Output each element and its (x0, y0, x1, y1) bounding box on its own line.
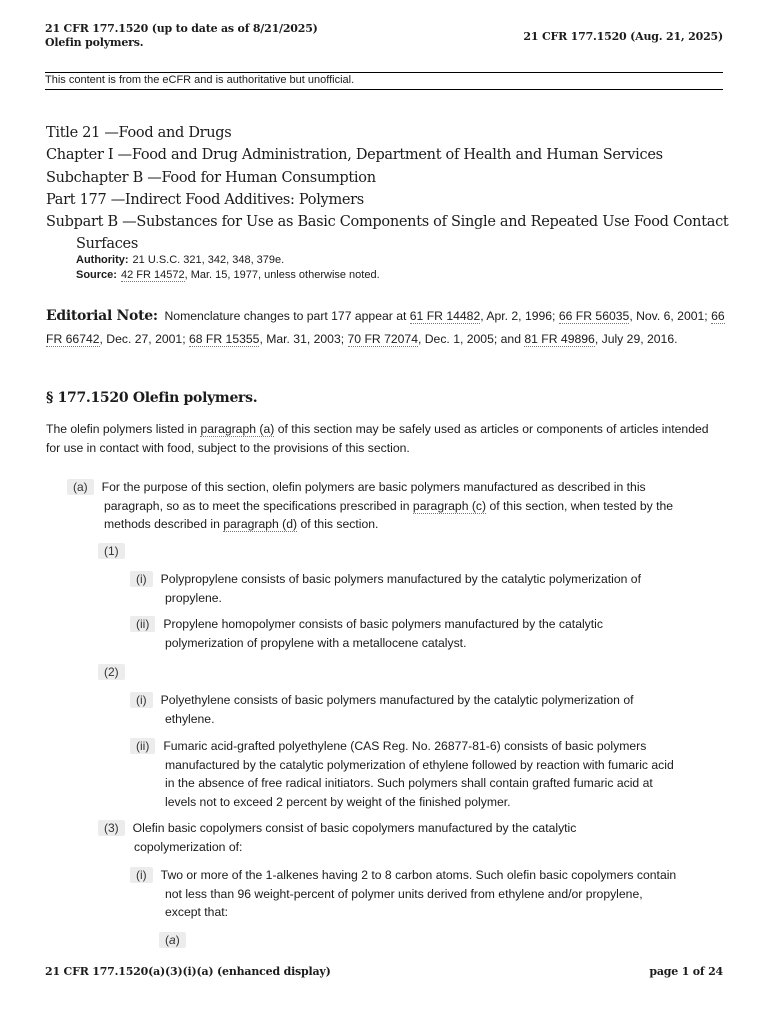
paragraph-text: except that: (165, 905, 229, 919)
paragraph-a-link[interactable]: paragraph (a) (200, 422, 275, 436)
section-title: § 177.1520 Olefin polymers. (46, 390, 258, 406)
editorial-note-label: Editorial Note: (46, 308, 158, 324)
editorial-text: , Nov. 6, 2001; (629, 309, 712, 323)
source-metadata (76, 253, 380, 283)
editorial-text: , Dec. 27, 2001; (99, 331, 189, 346)
paragraph-label: (i) (130, 571, 153, 587)
page-number: page 1 of 24 (649, 965, 723, 978)
paragraph-text: manufactured by the catalytic polymerization of ethylene followed by reaction with fumaric acid (165, 757, 674, 772)
paragraph-d-link[interactable]: paragraph (d) (223, 517, 298, 531)
paragraph-text: paragraph, so as to meet the specifications prescribed in (104, 498, 413, 513)
hierarchy-part: Part 177 —Indirect Food Additives: Polymers (46, 191, 364, 208)
header-citation: 21 CFR 177.1520 (up to date as of 8/21/2025) (45, 22, 318, 35)
authority-banner: This content is from the eCFR and is authoritative but unofficial. (45, 74, 355, 86)
footer-citation: 21 CFR 177.1520(a)(3)(i)(a) (enhanced display) (45, 965, 331, 978)
paragraph-c-link[interactable]: paragraph (c) (412, 498, 487, 513)
paragraph-label: (i) (130, 867, 153, 883)
paragraph-text: ethylene. (165, 711, 215, 726)
hierarchy-subpart: Subpart B —Substances for Use as Basic Components of Single and Repeated Use Food Contact (46, 214, 729, 231)
authority-line (76, 253, 380, 268)
paragraph-a2i (130, 691, 730, 728)
editorial-text: , July 29, 2016. (594, 331, 678, 346)
editorial-text: , Apr. 2, 1996; (480, 309, 559, 323)
paragraph-text: Propylene homopolymer consists of basic polymers manufactured by the catalytic (163, 617, 603, 631)
paragraph-text: Polyethylene consists of basic polymers manufactured by the catalytic polymerization of (160, 693, 634, 707)
header-right-citation: 21 CFR 177.1520 (Aug. 21, 2025) (523, 30, 723, 43)
editorial-text: Nomenclature changes to part 177 appear at (164, 309, 410, 323)
paragraph-a3 (98, 819, 718, 856)
authority-value: 21 U.S.C. 321, 342, 348, 379e. (132, 254, 285, 266)
document-header (45, 22, 318, 50)
hierarchy-chapter: Chapter I —Food and Drug Administration, Department of Health and Human Services (46, 147, 663, 164)
paragraph-a2 (98, 663, 133, 682)
authority-label: Authority: (76, 254, 129, 266)
paragraph-a1i (130, 570, 730, 607)
paragraph-text: of this section. (297, 517, 379, 531)
paragraph-label: (1) (98, 543, 125, 559)
paragraph-text: Polypropylene consists of basic polymers manufactured by the catalytic polymerization of (160, 572, 641, 586)
paragraph-text: For the purpose of this section, olefin polymers are basic polymers manufactured as described in this (101, 480, 646, 494)
paragraph-a3i (130, 866, 730, 922)
paragraph-label-letter: a (169, 933, 176, 947)
paragraph-label: (ii) (130, 616, 155, 632)
paragraph-text: in the absence of free radical initiators. Such polymers shall contain grafted fumaric acid at (165, 776, 653, 790)
intro-text: of this section may be safely used as articles or components of articles intended for use in contact with food, subject to the provisions of this section. (46, 422, 709, 455)
paragraph-text: copolymerization of: (134, 839, 243, 854)
hierarchy-subchapter: Subchapter B —Food for Human Consumption (46, 169, 376, 186)
source-line (76, 268, 380, 283)
paragraph-text: polymerization of propylene with a metallocene catalyst. (165, 635, 467, 650)
paragraph-label: (2) (98, 664, 125, 680)
fr-link[interactable]: 66 FR 56035 (558, 309, 630, 323)
editorial-text: , Mar. 31, 2003; (259, 331, 348, 346)
fr-link[interactable]: 68 FR 15355 (188, 331, 260, 346)
paragraph-label: (i) (130, 692, 153, 708)
paragraph-text: Two or more of the 1-alkenes having 2 to 8 carbon atoms. Such olefin basic copolymers contain (160, 868, 677, 882)
paragraph-label: (3) (98, 820, 125, 836)
paragraph-text: Olefin basic copolymers consist of basic copolymers manufactured by the catalytic (132, 821, 577, 835)
fr-link[interactable]: 61 FR 14482 (409, 309, 481, 323)
header-title: Olefin polymers. (45, 36, 144, 49)
paragraph-text: of this section, when tested by the (486, 498, 674, 513)
source-link[interactable]: 42 FR 14572 (120, 269, 185, 281)
top-rule (45, 72, 723, 73)
section-intro (46, 420, 726, 458)
paragraph-text: Fumaric acid-grafted polyethylene (CAS Reg. No. 26877-81-6) consists of basic polymers (163, 739, 647, 753)
paragraph-a3ia (159, 931, 194, 950)
paragraph-label: (ii) (130, 738, 155, 754)
paragraph-a1 (98, 542, 133, 561)
paragraph-text: propylene. (165, 590, 222, 605)
hierarchy-title: Title 21 —Food and Drugs (46, 125, 232, 141)
source-rest: , Mar. 15, 1977, unless otherwise noted. (184, 269, 380, 281)
editorial-text: , Dec. 1, 2005; and (417, 331, 525, 346)
paragraph-label: (a) (67, 479, 94, 495)
hierarchy-subpart-cont: Surfaces (76, 236, 138, 253)
paragraph-text: levels not to exceed 2 percent by weight of the finished polymer. (165, 794, 511, 809)
bottom-rule (45, 89, 723, 90)
intro-text: The olefin polymers listed in (46, 422, 201, 436)
source-label: Source: (76, 269, 117, 281)
editorial-note (46, 305, 726, 350)
hierarchy-block (46, 122, 729, 256)
paragraph-text: not less than 96 weight-percent of polymer units derived from ethylene and/or propylene, (165, 886, 643, 901)
paragraph-a1ii (130, 615, 730, 652)
paragraph-text: methods described in (104, 517, 224, 531)
fr-link[interactable]: 81 FR 49896 (524, 331, 595, 346)
paragraph-label: (a) (159, 932, 186, 948)
paragraph-a (67, 478, 727, 534)
paragraph-a2ii (130, 737, 730, 811)
fr-link[interactable]: 66 FR 66742 (46, 309, 725, 346)
fr-link[interactable]: 70 FR 72074 (347, 331, 418, 346)
